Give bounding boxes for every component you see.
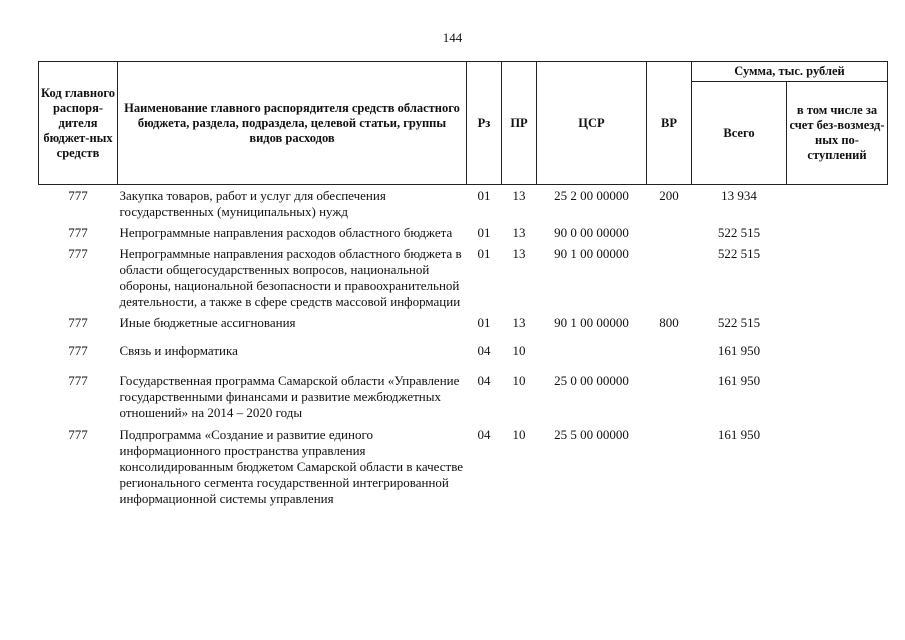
cell-code: 777 [68,315,88,330]
header-rz: Рз [467,62,502,185]
cell-name: Непрограммные направления расходов областного бюджета в области общегосударственных вопросов, национальной обороны, национальной безопасности и правоохранительной деятельности, а также в сфере средств массовой информации [119,246,462,309]
cell-rz: 01 [477,225,491,240]
cell-vr [647,333,692,361]
cell-pr: 10 [512,373,526,388]
cell-code: 777 [68,246,88,261]
cell-vr [647,222,692,243]
table-row [39,185,888,223]
cell-vr: 800 [659,315,679,330]
cell-csr: 90 1 00 00000 [554,246,629,261]
cell-code: 777 [68,188,88,203]
cell-name: Государственная программа Самарской области «Управление государственными финансами и развитие межбюджетных отношений» на 2014 – 2020 годы [119,373,460,420]
cell-name: Связь и информатика [119,343,238,358]
table-body [39,185,888,510]
table-row [39,333,888,361]
header-total: Всего [692,82,787,185]
cell-csr: 90 0 00 00000 [554,225,629,240]
cell-rz: 04 [477,427,491,442]
cell-code: 777 [68,427,88,442]
cell-vr [647,361,692,423]
cell-name: Иные бюджетные ассигнования [119,315,296,330]
header-csr: ЦСР [537,62,647,185]
table-row [39,361,888,423]
header-pr: ПР [502,62,537,185]
table-row [39,423,888,509]
cell-pr: 10 [512,343,526,358]
cell-csr [537,333,647,361]
cell-csr: 25 5 00 00000 [554,427,629,442]
cell-name: Подпрограмма «Создание и развитие единого информационного пространства управления консолидированным бюджетом Самарской области в качестве регионального сегмента государственной интегрированной информационной системы управления [119,427,464,506]
cell-pr: 10 [512,427,526,442]
header-free: в том числе за счет без-возмезд-ных по-ступлений [787,82,888,185]
cell-pr: 13 [512,225,526,240]
cell-total: 161 950 [717,373,761,388]
cell-free [787,185,888,223]
cell-free [787,361,888,423]
table-row [39,312,888,333]
header-name: Наименование главного распорядителя средств областного бюджета, раздела, подраздела, целевой статьи, группы видов расходов [118,62,467,185]
cell-pr: 13 [512,315,526,330]
table-row [39,222,888,243]
cell-free [787,312,888,333]
cell-vr [647,423,692,509]
cell-csr: 25 2 00 00000 [554,188,629,203]
cell-pr: 13 [512,246,526,261]
table-row [39,243,888,312]
header-vr: ВР [647,62,692,185]
cell-free [787,333,888,361]
cell-code: 777 [68,225,88,240]
budget-table [38,61,888,509]
cell-free [787,423,888,509]
cell-name: Непрограммные направления расходов областного бюджета [119,225,453,240]
cell-vr: 200 [659,188,679,203]
cell-total: 13 934 [721,188,757,203]
header-sum-group: Сумма, тыс. рублей [692,62,888,82]
cell-rz: 04 [477,343,491,358]
cell-total: 161 950 [717,427,761,442]
cell-vr [647,243,692,312]
cell-rz: 01 [477,315,491,330]
cell-free [787,243,888,312]
cell-pr: 13 [512,188,526,203]
cell-rz: 01 [477,246,491,261]
header-code: Код главного распоря-дителя бюджет-ных средств [39,62,118,185]
cell-free [787,222,888,243]
page-number: 144 [442,30,463,45]
cell-csr: 25 0 00 00000 [554,373,629,388]
cell-csr: 90 1 00 00000 [554,315,629,330]
cell-rz: 04 [477,373,491,388]
cell-total: 522 515 [717,315,761,330]
cell-total: 522 515 [717,225,761,240]
cell-rz: 01 [477,188,491,203]
cell-total: 161 950 [717,343,761,358]
cell-code: 777 [68,373,88,388]
cell-code: 777 [68,343,88,358]
cell-name: Закупка товаров, работ и услуг для обеспечения государственных (муниципальных) нужд [119,188,386,219]
cell-total: 522 515 [717,246,761,261]
